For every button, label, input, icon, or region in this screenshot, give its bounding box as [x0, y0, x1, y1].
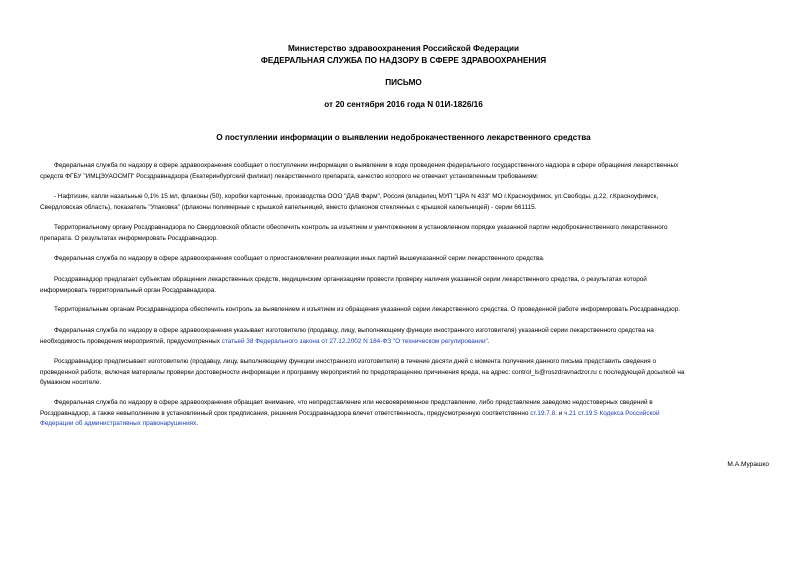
paragraph-line: Федеральная служба по надзору в сфере здравоохранения указывает изготовителю (продавцу, лицу, выполняющему функции иностранного изготовителя) указанной серии лекарственного средства на: [54, 327, 654, 334]
paragraph-4: [40, 254, 767, 265]
paragraph-line: - Нафтизин, капли назальные 0,1% 15 мл, флаконы (50), коробки картонные, производства ООО "ДАВ Фарм", Россия (владелец МУП "ЦРА N 433" МО г.Красноуфимск, ул.Свободы, д.22, г.Красноуфимск,: [54, 193, 659, 200]
paragraph-6: [40, 305, 767, 316]
paragraph-line: [40, 419, 767, 430]
paragraph-line: средств ФГБУ "ИМЦЭУАОСМП" Росздравнадзора (Екатеринбургский филиал) лекарственного препарата, качество которого не отвечает установленным требованиям:: [40, 172, 539, 180]
paragraph-3: [40, 223, 767, 244]
paragraph-line: Федеральная служба по надзору в сфере здравоохранения сообщает о поступлении информации о выявлении в ходе проведения федерального государственного надзора в сфере обращения лекарственных: [54, 162, 679, 169]
document-type: ПИСЬМО: [385, 78, 422, 87]
paragraph-line: Росздравнадзор предлагает субъектам обращения лекарственных средств, медицинским организациям провести проверку наличия указанной серии лекарственного средства, о результатах которой: [54, 276, 647, 283]
text-segment: .: [487, 337, 490, 345]
paragraph-1: [40, 161, 767, 182]
paragraph-line: информировать территориальный орган Росздравнадзора.: [40, 286, 217, 294]
paragraph-line: [40, 409, 767, 420]
law-link[interactable]: статьей 38 Федерального закона от 27.12.2002 N 184-ФЗ "О техническом регулировании": [221, 337, 488, 345]
text-segment: Росздравнадзор, а также невыполнение в установленный срок предписания, решения Росздравнадзора влечет ответственность, предусмотренную соответственно: [40, 409, 531, 417]
text-segment: и: [556, 409, 565, 417]
signature: М.А.Мурашко: [727, 461, 769, 468]
paragraph-8: [40, 357, 767, 389]
ministry-name: Министерство здравоохранения Российской Федерации: [287, 44, 520, 53]
document-date-number: от 20 сентября 2016 года N 01И-1826/16: [324, 100, 483, 109]
paragraph-5: [40, 275, 767, 296]
paragraph-line: бумажном носителе.: [40, 379, 102, 386]
code-title-link[interactable]: Федерации об административных правонарушениях: [40, 420, 197, 427]
code-article-link[interactable]: ст.19.7.8.: [530, 409, 557, 417]
paragraph-line: Территориальным органам Росздравнадзора обеспечить контроль за выявлением и изъятием из обращения указанной серии лекарственного средства. О проведенной работе информировать Росздравнадзор.: [54, 306, 681, 313]
paragraph-line: Федеральная служба по надзору в сфере здравоохранения сообщает о приостановлении реализации иных партий вышеуказанной серии лекарственного средства.: [54, 255, 545, 262]
paragraph-line: Росздравнадзор предписывает изготовителю (продавцу, лицу, выполняющему функции иностранного изготовителя) в течение десяти дней с момента получения данного письма представить сведения о: [54, 358, 657, 365]
paragraph-line: [40, 337, 767, 348]
paragraph-7: [40, 326, 767, 347]
paragraph-line: Свердловская область), показатель "Упаковка" (флаконы полимерные с крышкой капельницей, вместо флаконов стеклянных с крышкой капельницей) - серии 661115.: [40, 203, 537, 211]
paragraph-9: [40, 398, 767, 430]
text-segment: .: [196, 420, 199, 427]
paragraph-line: препарата. О результатах информировать Росздравнадзор.: [40, 234, 218, 242]
paragraph-2: [40, 192, 767, 213]
paragraph-line: Территориальному органу Росздравнадзора по Свердловской области обеспечить контроль за изъятием и уничтожением в установленном порядке указанной партии недоброкачественного лекарственного: [54, 224, 668, 231]
document-subject: О поступлении информации о выявлении недоброкачественного лекарственного средства: [216, 133, 591, 142]
paragraph-line: проведенной работе, включая материалы проверки достоверности информации и программу мероприятий по предотвращению причинения вреда, на адрес: control_ls@roszdravnadzor.ru с последующей досылкой на: [40, 368, 685, 376]
code-article-link[interactable]: ч.21 ст.19.5 Кодекса Российской: [564, 409, 660, 417]
paragraph-line: Федеральная служба по надзору в сфере здравоохранения обращает внимание, что непредставление или несвоевременное представление, либо представление заведомо недостоверных сведений в: [54, 399, 653, 406]
service-name: ФЕДЕРАЛЬНАЯ СЛУЖБА ПО НАДЗОРУ В СФЕРЕ ЗДРАВООХРАНЕНИЯ: [260, 56, 547, 65]
text-segment: необходимость проведения мероприятий, предусмотренных: [40, 337, 222, 345]
